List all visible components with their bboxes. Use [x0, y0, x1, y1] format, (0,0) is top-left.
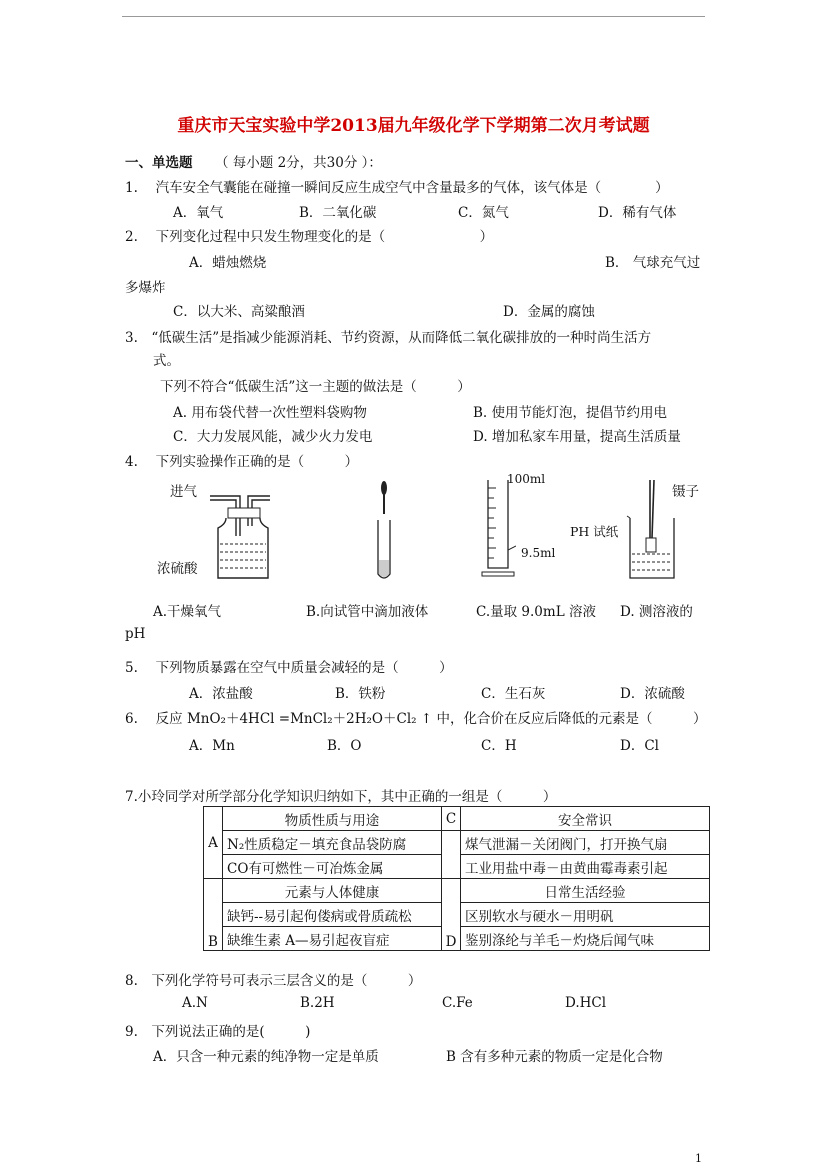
q4-option-d: D. 测溶液的: [620, 604, 693, 620]
measuring-cylinder-figure: [480, 476, 516, 578]
q8-option-a: A.N: [182, 995, 208, 1011]
q4-stem: 4. 下列实验操作正确的是（ ）: [125, 454, 359, 470]
q6-option-d: D．Cl: [620, 738, 659, 754]
q9-option-a: A．只含一种元素的纯净物一定是单质: [153, 1049, 379, 1065]
table-a-row2: CO有可燃性－可冶炼金属: [223, 855, 442, 879]
q6-stem: 6. 反应 MnO₂＋4HCl =MnCl₂＋2H₂O＋Cl₂ ↑ 中，化合价在反应后降低的元素是（ ）: [125, 711, 707, 727]
q2-option-a: A．蜡烛燃烧: [189, 255, 267, 271]
q8-stem: 8. 下列化学符号可表示三层含义的是（ ）: [125, 973, 422, 989]
section-label: 一、单选题: [125, 155, 193, 171]
table-a-row1: N₂性质稳定－填充食品袋防腐: [223, 831, 442, 855]
table-label-d: D: [442, 879, 461, 951]
q1-option-c: C．氮气: [458, 205, 509, 221]
q1-option-b: B．二氧化碳: [299, 205, 377, 221]
q1-option-a: A．氧气: [173, 205, 224, 221]
q4-option-a: A.干燥氧气: [153, 604, 222, 620]
fig-a-label-acid: 浓硫酸: [157, 561, 198, 577]
section-note: （ 每小题 2分，共30分 ）：: [215, 155, 382, 171]
q3-question: 下列不符合“低碳生活”这一主题的做法是（ ）: [160, 379, 471, 395]
q1-stem: 1. 汽车安全气囊能在碰撞一瞬间反应生成空气中含量最多的气体，该气体是（ ）: [125, 180, 669, 196]
q9-stem: 9. 下列说法正确的是( ): [125, 1024, 311, 1040]
q7-stem: 7.小玲同学对所学部分化学知识归纳如下，其中正确的一组是（ ）: [125, 789, 557, 805]
table-a-header: 物质性质与用途: [223, 807, 442, 831]
beaker-ph-test-figure: [624, 478, 680, 582]
q5-option-b: B．铁粉: [335, 686, 386, 702]
header-rule: [122, 16, 705, 17]
table-d-header: 日常生活经验: [461, 879, 710, 903]
fig-c-label-9-5ml: 9.5ml: [521, 546, 556, 560]
q4-option-c: C.量取 9.0mL 溶液: [476, 604, 596, 620]
table-d-row1: 区别软水与硬水－用明矾: [461, 903, 710, 927]
table-c-row1: 煤气泄漏－关闭阀门，打开换气扇: [461, 831, 710, 855]
knowledge-summary-table: [203, 806, 710, 951]
q3-option-d: D. 增加私家车用量，提高生活质量: [473, 429, 681, 445]
q2-stem: 2. 下列变化过程中只发生物理变化的是（ ）: [125, 229, 494, 245]
table-b-row2: 缺维生素 A—易引起夜盲症: [223, 927, 442, 951]
q9-option-b: B 含有多种元素的物质一定是化合物: [446, 1049, 663, 1065]
q3-option-a: A. 用布袋代替一次性塑料袋购物: [173, 405, 367, 421]
table-label-b: B: [204, 879, 223, 951]
dropper-test-tube-figure: [372, 480, 396, 584]
q8-option-c: C.Fe: [442, 995, 473, 1011]
q1-option-d: D．稀有气体: [598, 205, 677, 221]
fig-d-label-ph-paper: PH 试纸: [570, 524, 619, 539]
q5-option-d: D．浓硫酸: [620, 686, 685, 702]
q3-option-b: B. 使用节能灯泡，提倡节约用电: [473, 405, 668, 421]
q3-stem: 3. “低碳生活”是指减少能源消耗、节约资源，从而降低二氧化碳排放的一种时尚生活方: [125, 330, 652, 346]
q6-option-a: A．Mn: [189, 738, 235, 754]
table-d-row2: 鉴别涤纶与羊毛－灼烧后闻气味: [461, 927, 710, 951]
q2-option-c: C．以大米、高粱酿酒: [173, 304, 305, 320]
table-b-row1: 缺钙--易引起佝偻病或骨质疏松: [223, 903, 442, 927]
table-label-c: C: [442, 807, 461, 831]
fig-a-label-inlet: 进气: [170, 484, 197, 500]
gas-washing-bottle-figure: [200, 486, 275, 582]
q4-option-b: B.向试管中滴加液体: [306, 604, 429, 620]
q2-option-b: B． 气球充气过: [605, 255, 701, 271]
page-title: 重庆市天宝实验中学2013届九年级化学下学期第二次月考试题: [177, 116, 650, 136]
table-c-header: 安全常识: [461, 807, 710, 831]
q2-option-b-cont: 多爆炸: [125, 280, 166, 296]
q8-option-d: D.HCl: [565, 995, 607, 1011]
q5-stem: 5. 下列物质暴露在空气中质量会减轻的是（ ）: [125, 660, 453, 676]
table-b-header: 元素与人体健康: [223, 879, 442, 903]
fig-c-label-100ml: 100ml: [507, 472, 546, 486]
q2-option-d: D．金属的腐蚀: [503, 304, 595, 320]
table-label-a: A: [204, 807, 223, 879]
q6-option-b: B．O: [327, 738, 362, 754]
page-number: 1: [695, 1152, 702, 1165]
table-c-row2: 工业用盐中毒－由黄曲霉毒素引起: [461, 855, 710, 879]
q3-stem-cont: 式。: [153, 353, 180, 369]
q6-option-c: C．H: [481, 738, 517, 754]
q4-option-d-cont: pH: [125, 626, 146, 642]
fig-d-label-tweezers: 镊子: [672, 484, 699, 500]
q5-option-c: C．生石灰: [481, 686, 546, 702]
q3-option-c: C．大力发展风能，减少火力发电: [173, 429, 373, 445]
q8-option-b: B.2H: [300, 995, 335, 1011]
q5-option-a: A．浓盐酸: [189, 686, 253, 702]
